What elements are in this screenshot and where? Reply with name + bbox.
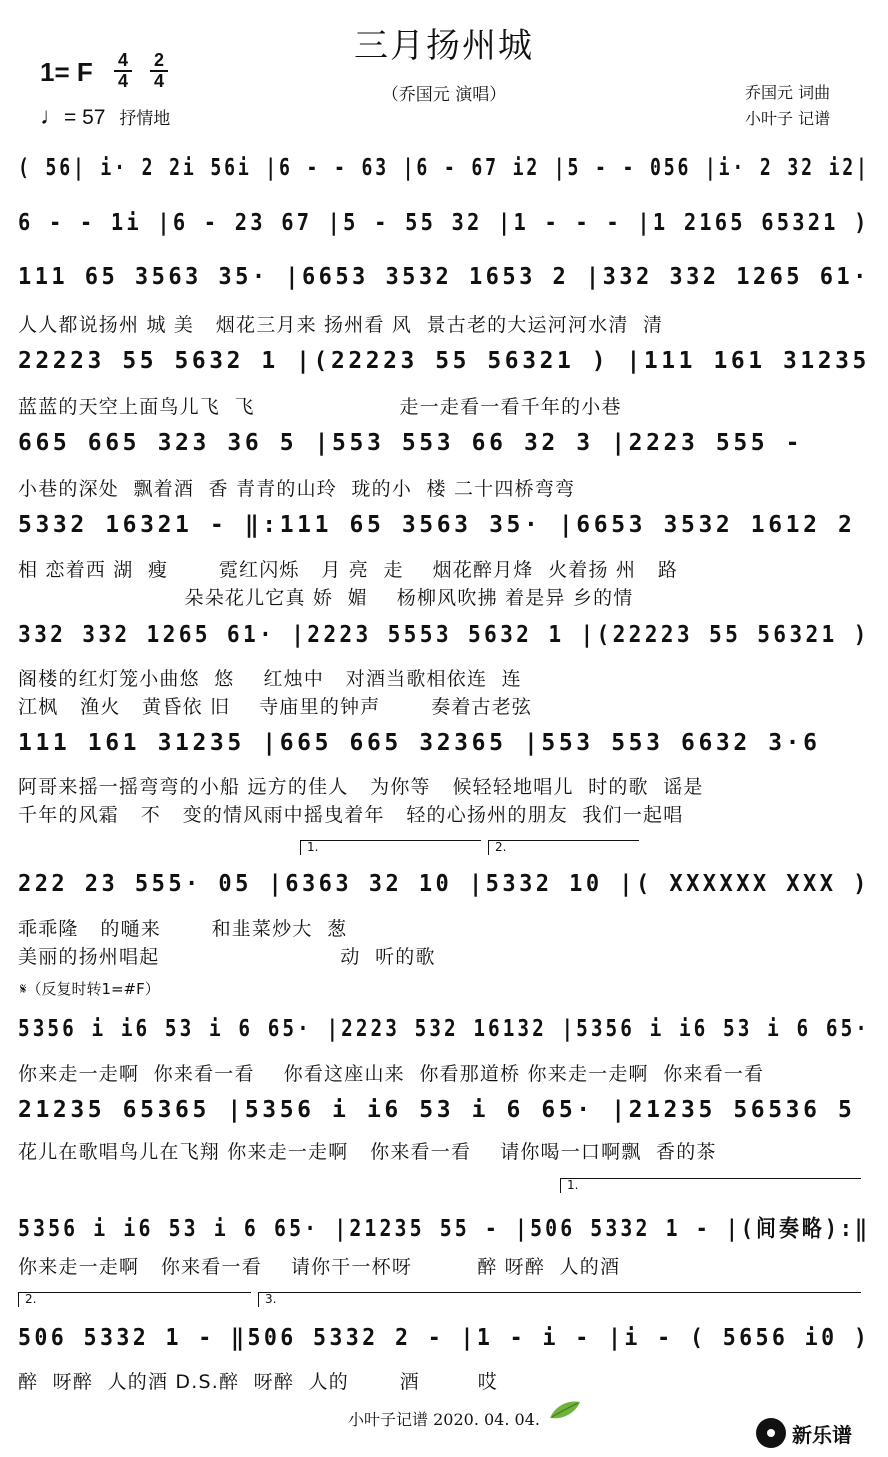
lyric-line-15: 醉 呀醉 人的酒 D.S.醉 呀醉 人的 酒 哎 xyxy=(18,1371,498,1393)
credits xyxy=(745,80,830,132)
staff-line-12: 5356 i i6 53 i 6 65· |21235 55 - |506 5332 1 - |(间奏略):‖ xyxy=(18,1216,871,1242)
lyric-line-10: 乖乖隆 的嗵来 和韭菜炒大 葱 xyxy=(18,918,348,940)
segno-modulation-note: 𝄋（反复时转1=#F） xyxy=(20,980,160,998)
lyric-line-2: 蓝蓝的天空上面鸟儿飞 飞 走一走看一看千年的小巷 xyxy=(18,396,622,418)
transcription-date: 小叶子记谱 2020. 04. 04. xyxy=(348,1410,540,1429)
staff-line-7: 332 332 1265 61· |2223 5553 5632 1 |(22223 55 56321 ) xyxy=(18,622,870,648)
lyric-line-1: 人人都说扬州 城 美 烟花三月来 扬州看 风 景古老的大运河河水清 清 xyxy=(18,314,664,336)
time-signature-4-4: 4 4 xyxy=(114,52,132,90)
volta-bracket-3: 1. xyxy=(560,1178,861,1193)
staff-line-3: 111 65 3563 35· |6653 3532 1653 2 |332 332 1265 61· xyxy=(18,264,870,290)
logo-text: 新乐谱 xyxy=(792,1422,852,1447)
staff-line-6: 5332 16321 - ‖:111 65 3563 35· |6653 3532 1612 2 xyxy=(18,512,856,538)
staff-line-2: 6 - - 1i |6 - 23 67 |5 - 55 32 |1 - - - |1 2165 65321 ) xyxy=(18,210,870,236)
staff-line-4: 22223 55 5632 1 |(22223 55 56321 ) |111 161 31235 xyxy=(18,348,870,374)
lyric-line-3: 小巷的深处 飘着酒 香 青青的山玲 珑的小 楼 二十四桥弯弯 xyxy=(18,478,576,500)
tempo-marking xyxy=(40,103,170,131)
staff-line-5: 665 665 323 36 5 |553 553 66 32 3 |2223 555 - xyxy=(18,430,804,456)
lyric-line-13: 花儿在歌唱鸟儿在飞翔 你来走一走啊 你来看一看 请你喝一口啊飘 香的茶 xyxy=(18,1141,717,1163)
key-signature: 1= F xyxy=(40,57,93,87)
lyric-line-5: 朵朵花儿它真 娇 媚 杨柳风吹拂 着是异 乡的情 xyxy=(18,587,634,609)
lyric-line-8: 阿哥来摇一摇弯弯的小船 远方的佳人 为你等 候轻轻地唱儿 时的歌 谣是 xyxy=(18,776,704,798)
volta-bracket-1: 1. xyxy=(300,840,481,855)
site-logo xyxy=(756,1418,852,1448)
lyric-line-7: 江枫 渔火 黄昏依 旧 寺庙里的钟声 奏着古老弦 xyxy=(18,696,533,718)
staff-line-1: ( 56| i· 2 2i 56i |6 - - 63 |6 - 67 i2 |5 - - 056 |i· 2 32 i2| xyxy=(18,155,870,181)
volta-bracket-4: 2. xyxy=(18,1292,251,1307)
tempo-value: = 57 xyxy=(64,106,106,129)
staff-line-8: 111 161 31235 |665 665 32365 |553 553 6632 3·6 xyxy=(18,730,821,756)
expression-mark: 抒情地 xyxy=(119,109,171,129)
lyric-line-4: 相 恋着西 湖 瘦 霓红闪烁 月 亮 走 烟花醉月烽 火着扬 州 路 xyxy=(18,559,679,581)
composer-credit: 乔国元 词曲 xyxy=(745,83,831,102)
lyric-line-9: 千年的风霜 不 变的情风雨中摇曳着年 轻的心扬州的朋友 我们一起唱 xyxy=(18,804,684,826)
lyric-line-14: 你来走一走啊 你来看一看 请你干一杯呀 醉 呀醉 人的酒 xyxy=(18,1256,621,1278)
staff-line-13: 506 5332 1 - ‖506 5332 2 - |1 - i - |i - ( 5656 i0 ) xyxy=(18,1325,871,1351)
singer-credit: （乔国元 演唱） xyxy=(381,85,507,105)
staff-line-10: 5356 i i6 53 i 6 65· |2223 532 16132 |5356 i i6 53 i 6 65· xyxy=(18,1016,870,1042)
volta-bracket-2: 2. xyxy=(488,840,639,855)
record-disc-icon xyxy=(756,1418,786,1448)
lyric-line-11: 美丽的扬州唱起 动 听的歌 xyxy=(18,946,436,968)
time-signature-2-4: 2 4 xyxy=(150,52,168,90)
lyric-line-6: 阁楼的红灯笼小曲悠 悠 红烛中 对酒当歌相依连 连 xyxy=(18,668,522,690)
staff-line-11: 21235 65365 |5356 i i6 53 i 6 65· |21235 56536 5 xyxy=(18,1097,856,1123)
quarter-note-icon: ♩ xyxy=(40,103,64,130)
leaf-icon xyxy=(548,1400,582,1420)
song-title: 三月扬州城 xyxy=(354,26,534,66)
staff-line-9: 222 23 555· 05 |6363 32 10 |5332 10 |( XXXXXX XXX ) xyxy=(18,871,870,897)
lyric-line-12: 你来走一走啊 你来看一看 你看这座山来 你看那道桥 你来走一走啊 你来看一看 xyxy=(18,1063,765,1085)
transcriber-credit: 小叶子 记谱 xyxy=(745,109,831,128)
volta-bracket-5: 3. xyxy=(258,1292,861,1307)
